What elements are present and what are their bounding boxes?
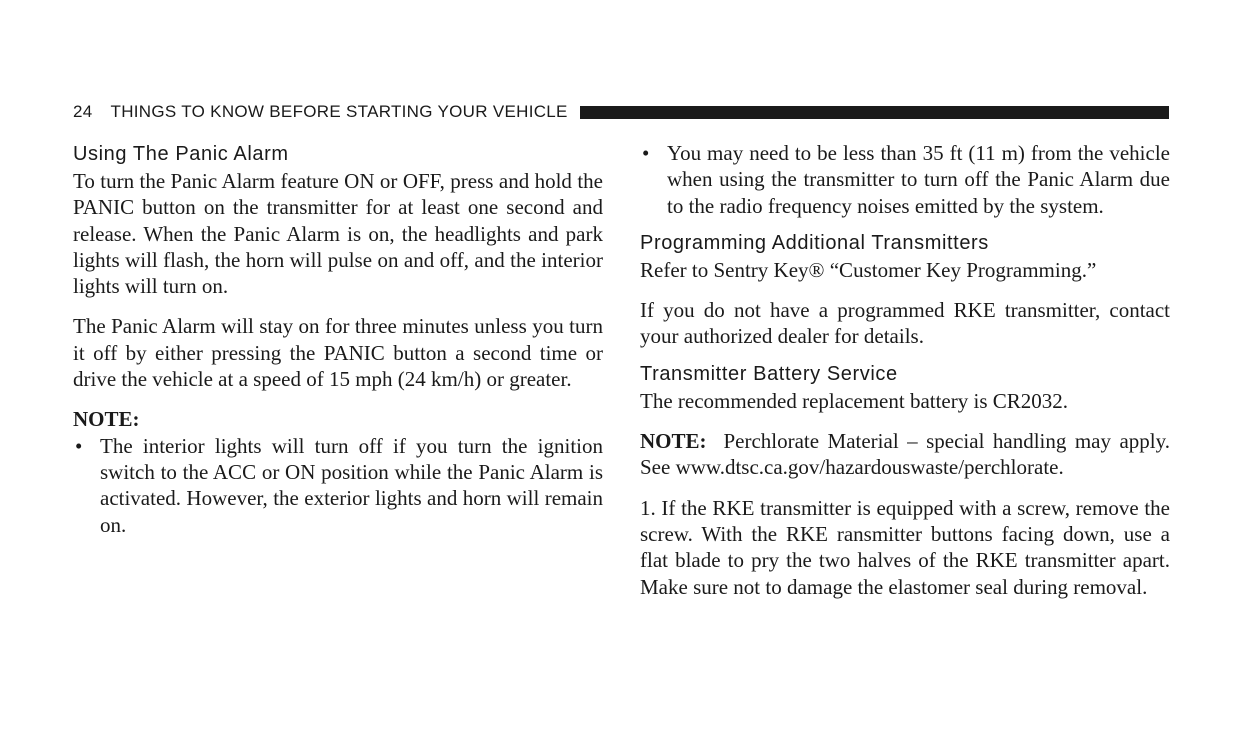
heading-panic-alarm: Using The Panic Alarm xyxy=(73,143,289,165)
heading-battery-service: Transmitter Battery Service xyxy=(640,362,898,385)
left-column xyxy=(73,140,603,538)
heading-programming-transmitters: Programming Additional Transmitters xyxy=(640,231,989,254)
paragraph-dealer: If you do not have a programmed RKE transmitter, contact your authorized dealer for details. xyxy=(640,298,1170,349)
bullet-item xyxy=(73,433,603,538)
paragraph-panic-duration: The Panic Alarm will stay on for three minutes unless you turn it off by either pressing the PANIC button a second time or drive the vehicle at a speed of 15 mph (24 km/h) or greater. xyxy=(73,314,603,392)
bullet-dot: • xyxy=(642,141,650,165)
note-label: NOTE: xyxy=(640,429,707,454)
note-perchlorate xyxy=(640,428,1170,481)
paragraph-battery: The recommended replacement battery is CR2032. xyxy=(640,388,1069,413)
note-text: Perchlorate Material – special handling may apply. See www.dtsc.ca.gov/hazardouswaste/perchlorate. xyxy=(640,429,1170,480)
bullet-item xyxy=(640,140,1170,219)
bullet-dot: • xyxy=(75,433,83,458)
bullet-text: You may need to be less than 35 ft (11 m) from the vehicle when using the transmitter to turn off the Panic Alarm due to the radio frequency noises emitted by the system. xyxy=(667,141,1170,218)
header-rule xyxy=(580,106,1169,119)
note-label: NOTE: xyxy=(73,407,140,432)
bullet-text: The interior lights will turn off if you turn the ignition switch to the ACC or ON position while the Panic Alarm is activated. However, the exterior lights and horn will remain on. xyxy=(100,433,603,537)
page-header xyxy=(73,101,1169,123)
right-column xyxy=(640,140,1170,600)
page-number: 24 xyxy=(73,102,93,121)
paragraph-panic-toggle: To turn the Panic Alarm feature ON or OFF, press and hold the PANIC button on the transmitter for at least one second and release. When the Panic Alarm is on, the headlights and park lights will flash, the horn will pulse on and off, and the interior lights will turn on. xyxy=(73,169,603,299)
step-1: 1. If the RKE transmitter is equipped with a screw, remove the screw. With the RKE ransmitter buttons facing down, use a flat blade to pry the two halves of the RKE transmitter apart. Make sure not to damage the elastomer seal during removal. xyxy=(640,495,1170,599)
section-title: THINGS TO KNOW BEFORE STARTING YOUR VEHICLE xyxy=(110,102,568,121)
paragraph-sentry-key: Refer to Sentry Key® “Customer Key Programming.” xyxy=(640,257,1097,282)
